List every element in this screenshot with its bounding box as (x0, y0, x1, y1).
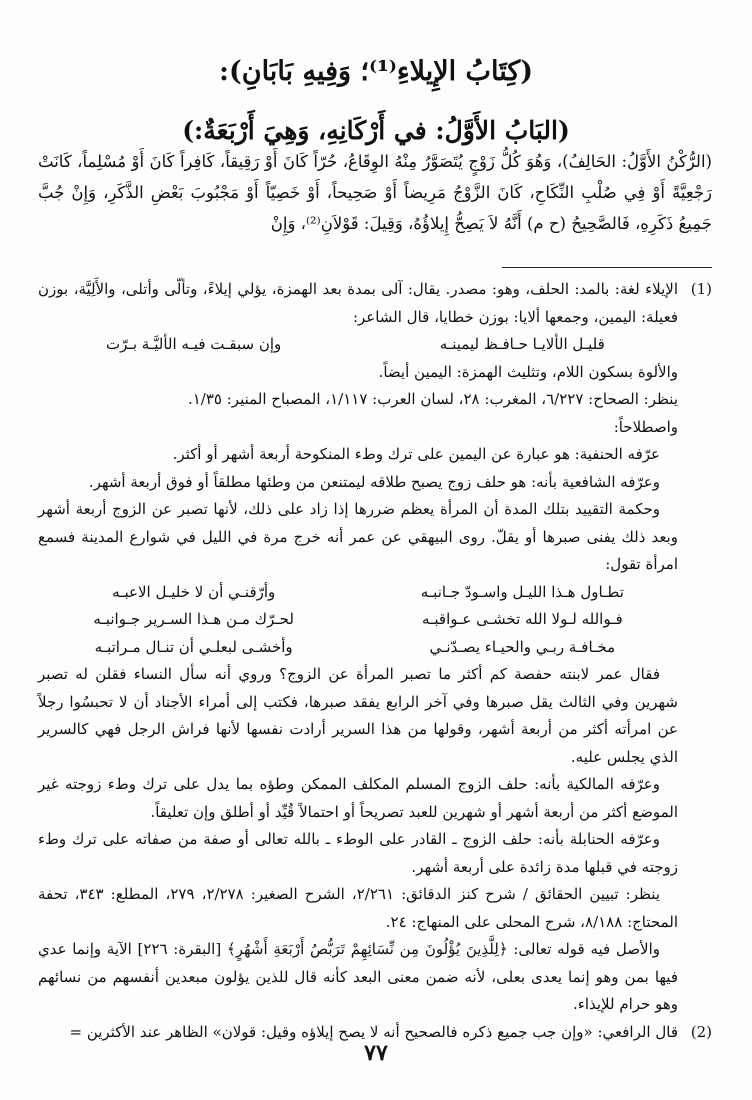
footnote-paragraph: وعرّفه الحنابلة بأنه: حلف الزوج ـ القادر على الوطء ـ بالله تعالى أو صفة من صفاته على ترك وطء زوجته في قبلها مدة زائدة على أربعة أشهر. (38, 830, 678, 876)
poem-verse (38, 634, 678, 662)
verse-hemistich: قليـل الألايـا حـافـظ ليمينـه (439, 335, 605, 353)
footnote-paragraph: وعرّفه المالكية بأنه: حلف الزوج المسلم المكلف الممكن وطؤه بما يدل على ترك وطء زوجته غير الموضع أكثر من أربعة أشهر أو شهرين للعبد تصريحاً أو احتمالاً قُيِّد أو أطلق وإن تعليقاً. (38, 775, 678, 821)
poem-verse (38, 331, 678, 359)
main-text (38, 146, 712, 239)
footnote-reference: ينظر: تبيين الحقائق / شرح كنز الدقائق: ٢/٢٦١، الشرح الصغير: ٢/٢٧٨، ٢٧٩، المطلع: ٣٤٣، تحفة المحتاج: ٨/١٨٨، شرح المحلى على المنهاج: ٢٤. (38, 885, 678, 931)
footnote-number: (2) (690, 1022, 712, 1041)
footnote-paragraph: وعرّفه الشافعية بأنه: هو حلف زوج يصبح طلاقه ليمتنعن من وطئها مطلقاً أو فوق أربعة أشهر. (88, 472, 660, 491)
poem-verse (38, 606, 678, 634)
footnote-paragraph: واصطلاحاً: (613, 417, 678, 436)
verse-hemistich: تطـاول هـذا الليـل واسـودّ جـانبـه (420, 582, 624, 601)
footnote-paragraph: قال الرافعي: «وإن جب جميع ذكره فالصحيح أنه لا يصح إيلاؤه وقيل: قولان» الظاهر عند الأكثرين = (69, 1022, 678, 1041)
footnote-paragraph: فقال عمر لابنته حفصة كم أكثر ما تصبر المرأة عن الزوج؟ وروي أنه سأل النساء فقلن له تصبر شهرين وفي الثالث يقل صبرها وفي آخر الرابع يفقد صبرها، فكتب إلى أمراء الأجناد أن لا تحبسُوا رجلاً عن امرأته أكثر من أربعة أشهر، وقولها من هذا السرير أرادت نفسها لأنها فراش الرجل فهي كالسرير الذي يجلس عليه. (38, 665, 678, 766)
verse-hemistich: وإن سبقـت فيـه الأليَّـة بـرّت (106, 335, 282, 353)
footnote-paragraph: الإيلاء لغة: بالمد: الحلف، وهو: مصدر. يقال: آلى بمدة بعد الهمزة، يؤلي إيلاءً، وتألّى وأتلى، والأَلِيَّة، بوزن فعيلة: اليمين، وجمعها ألايا: بوزن خطايا، قال الشاعر: (38, 280, 678, 326)
footnote-reference: ينظر: الصحاح: ٦/٢٢٧، المغرب: ٢٨، لسان العرب: ١/١١٧، المصباح المنير: ١/٣٥. (187, 390, 678, 408)
footnote-1 (38, 276, 712, 1019)
verse-hemistich: لحـرّك مـن هـذا السـرير جـوانبـه (93, 610, 294, 628)
poem-verse (38, 579, 678, 607)
footnote-paragraph: والألوة بسكون اللام، وتثليث الهمزة: اليمين أيضاً. (378, 362, 678, 381)
verse-hemistich: فـوالله لـولا الله تخشـى عـواقبـه (421, 610, 623, 628)
verse-hemistich: وأخشـى لبعلـي أن تنـال مـراتبـه (94, 637, 293, 656)
verse-hemistich: وأرّقنـي أن لا خليـل الاعبـه (112, 582, 276, 601)
footnote-separator (502, 267, 712, 268)
book-title: (كِتَابُ الإِيلاءِ⁽¹⁾؛ وَفِيهِ بَابَانِ): (219, 56, 533, 87)
poem (38, 579, 678, 662)
main-paragraph: (الرُّكْنُ الأَوَّلُ: الحَالِفُ)، وَهُوَ كُلُّ زَوْجٍ يُتَصَوَّرُ مِنْهُ الوِقَاعُ، حُرّاً كَانَ أَوْ رَقِيقاً، كَافِراً كَانَ أَوْ مُسْلِماً، كَانَتْ رَجْعِيَّةً أَوْ فِي صُلْبِ النِّكَاحِ، كَانَ الزَّوْجُ مَرِيضاً أَوْ صَحِيحاً، أَوْ خَصِيّاً أَوْ مَجْبُوبَ بَعْضِ الذَّكَرِ، وَإِنْ جُبَّ جَمِيعُ ذَكَرِهِ، فَالصَّحِيحُ (ح م) أَنَّهُ لاَ يَصِحُّ إِيلاؤُهُ، وَقِيلَ: قَوْلاَنِ⁽²⁾، وَإِنْ (38, 152, 712, 233)
footnote-number: (1) (690, 280, 712, 298)
chapter-heading: (البَابُ الأَوَّلُ: في أَرْكَانِهِ، وَهِيَ أَرْبَعَةٌ:) (182, 116, 570, 145)
page-number: ٧٧ (364, 1040, 388, 1066)
footnote-paragraph: عرّفه الحنفية: هو عبارة عن اليمين على ترك وطء المنكوحة أربعة أشهر أو أكثر. (172, 445, 660, 463)
footnote-paragraph: وحكمة التقييد بتلك المدة أن المرأة يعظم ضررها إذا زاد على ذلك، لأنها تصبر عن الزوج أربعة أشهر وبعد ذلك يفنى صبرها أو يقلّ. روى البيهقي عن عمر أنه خرج مرة في الليل في شوارع المدينة فسمع امرأة تقول: (38, 500, 678, 573)
footnote-paragraph: والأصل فيه قوله تعالى: ﴿لِلَّذِينَ يُؤْلُونَ مِن نِّسَائِهِمْ تَرَبُّصُ أَرْبَعَةِ أَشْهُرٍ﴾ [البقرة: ٢٢٦] الآية وإنما عدي فيها بمن وهو إنما يعدى بعلى، لأنه ضمن معنى البعد كأنه قال للذين يؤلون مبعدين أنفسهم من نسائهم وهو حرام للإيذاء. (38, 940, 678, 1013)
verse-hemistich: مخـافـة ربـي والحيـاء يصـدّنـي (429, 637, 616, 656)
footnotes (38, 276, 712, 1046)
